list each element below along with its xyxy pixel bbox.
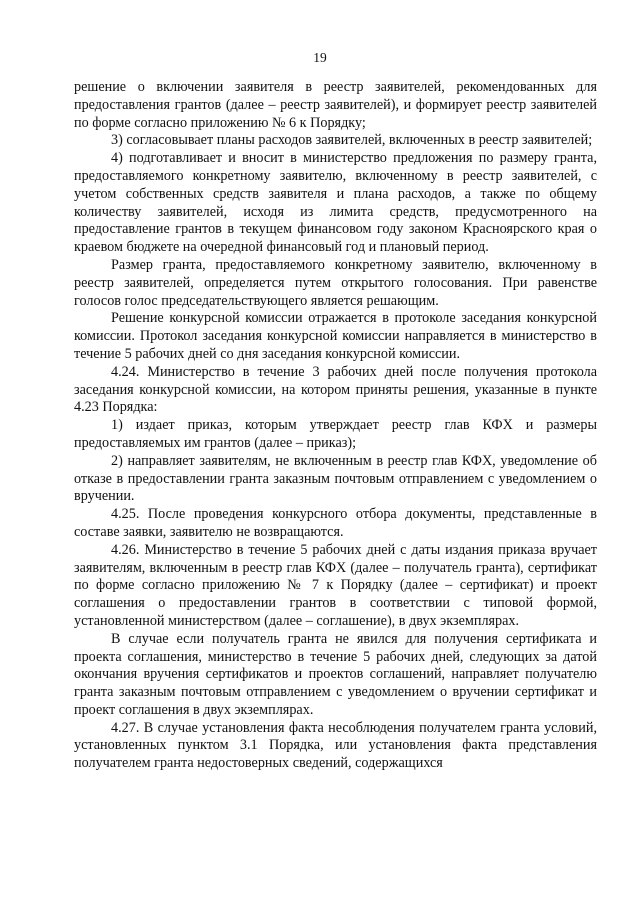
paragraph-4-27: 4.27. В случае установления факта несоблюдения получателем гранта условий, установленных пунктом 3.1 Порядка, или установления факта представления получателем гранта недостоверных сведений, содержащихся	[74, 719, 597, 772]
paragraph-continuation: решение о включении заявителя в реестр заявителей, рекомендованных для предоставления грантов (далее – реестр заявителей), и формирует реестр заявителей по форме согласно приложению № 6 к Порядку;	[74, 79, 597, 131]
paragraph-4-26: 4.26. Министерство в течение 5 рабочих дней с даты издания приказа вручает заявителям, включенным в реестр глав КФХ (далее – получатель гранта), сертификат по форме согласно приложению № 7 к Порядку (далее – сертификат) и проект соглашения о предоставлении грантов в соответствии с типовой формой, установленной министерством (далее – соглашение), в двух экземплярах.	[74, 541, 597, 629]
paragraph-4-24-item-1: 1) издает приказ, которым утверждает реестр глав КФХ и размеры предоставляемых им грантов (далее – приказ);	[74, 417, 597, 451]
paragraph-grant-size: Размер гранта, предоставляемого конкретному заявителю, включенному в реестр заявителей, определяется путем открытого голосования. При равенстве голосов голос председательствующего является решающим.	[74, 256, 597, 309]
paragraph-4-25: 4.25. После проведения конкурсного отбора документы, представленные в составе заявки, заявителю не возвращаются.	[74, 506, 597, 540]
paragraph-4-24-item-2: 2) направляет заявителям, не включенным в реестр глав КФХ, уведомление об отказе в предоставлении гранта заказным почтовым отправлением с уведомлением о вручении.	[74, 452, 597, 505]
paragraph-item-4: 4) подготавливает и вносит в министерство предложения по размеру гранта, предоставляемого конкретному заявителю, включенному в реестр заявителей, с учетом собственных средств заявителя и плана расходов, а также по общему количеству заявителей, исходя из лимита средств, предусмотренного на предоставление грантов в текущем финансовом году законом Красноярского края о краевом бюджете на очередной финансовый год и плановый период.	[74, 150, 597, 256]
paragraph-item-3: 3) согласовывает планы расходов заявителей, включенных в реестр заявителей;	[111, 132, 593, 149]
paragraph-4-24: 4.24. Министерство в течение 3 рабочих дней после получения протокола заседания конкурсной комиссии, на котором приняты решения, указанные в пункте 4.23 Порядка:	[74, 363, 597, 416]
paragraph-non-appearance: В случае если получатель гранта не явился для получения сертификата и проекта соглашения, министерство в течение 5 рабочих дней, следующих за датой окончания вручения сертификатов и проектов соглашений, направляет получателю гранта заказным почтовым отправлением с уведомлением о вручении сертификат и проект соглашения в двух экземплярах.	[74, 630, 597, 718]
paragraph-commission-decision: Решение конкурсной комиссии отражается в протоколе заседания конкурсной комиссии. Протокол заседания конкурсной комиссии направляется в министерство в течение 5 рабочих дней со дня заседания конкурсной комиссии.	[74, 310, 597, 362]
page-number: 19	[313, 50, 327, 65]
document-body	[74, 79, 597, 773]
